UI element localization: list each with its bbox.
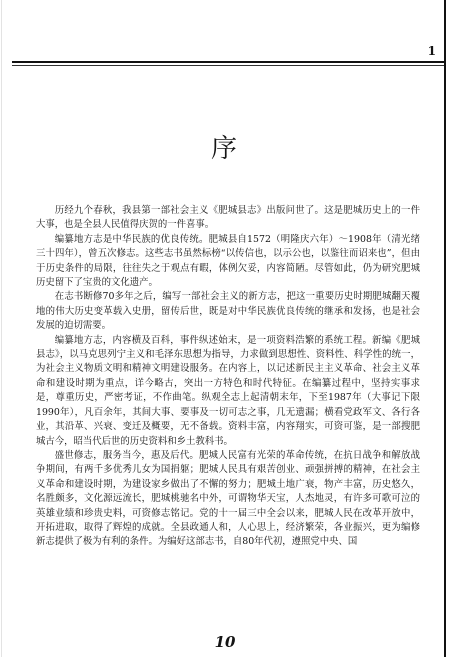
handwritten-folio: 10 (214, 633, 236, 651)
scan-gutter-line (444, 0, 446, 657)
header-rule-thin (12, 65, 444, 66)
paragraph: 历经九个春秋，我县第一部社会主义《肥城县志》出版问世了。这是肥城历史上的一件大事，也是全县人民值得庆贺的一件喜事。 (36, 205, 420, 231)
preface-body (36, 204, 420, 550)
paragraph: 盛世修志，服务当今，惠及后代。肥城人民富有光荣的革命传统，在抗日战争和解放战争期间，有两千多优秀儿女为国捐躯；肥城人民具有艰苦创业、顽强拼搏的精神，在社会主义革命和建设时期，为建设家乡做出了不懈的努力；肥城土地广衰，物产丰富，历史悠久，名胜颇多，文化源远流长，肥城桃驰名中外，可谓物华天宝，人杰地灵，有许多可歌可泣的英雄业绩和珍贵史料，可资修志铭记。党的十一届三中全会以来，肥城人民在改革开放中，开拓进取，取得了辉煌的成就。全县政通人和，人心思上，经济繁荣，各业振兴，更为编修新志提供了极为有利的条件。为编好这部志书，自80年代初，遵照党中央、国 (36, 449, 420, 548)
page-number: 1 (427, 44, 436, 58)
header-rule (12, 61, 444, 63)
paragraph: 编纂地方志，内容横及百科，事件纵述始末，是一项资料浩繁的系统工程。新编《肥城县志》，以马克思列宁主义和毛泽东思想为指导，力求做到思想性、资料性、科学性的统一，为社会主义物质文明和精神文明建设服务。在内容上，以记述新民主主义革命、社会主义革命和建设时期为重点，详今略古，突出一方特色和时代特征。在编纂过程中，坚持实事求是，尊重历史，严密考证，不作曲笔。纵观全志上起清朝末年，下至1987年（大事记下限1990年），凡百余年，其间大事、要事及一切可志之事，几无遗漏；横看党政军文、各行各业，其沿革、兴衰、变迁及概要，无不备载。资料丰富，内容翔实，可资可鉴，是一部搜肥城古今，昭当代后世的历史资料和乡土教科书。 (36, 334, 420, 447)
page-edge-shadow (1, 0, 2, 657)
preface-title: 序 (210, 134, 239, 164)
paragraph: 在志书断修70多年之后，编写一部社会主义的新方志，把这一重要历史时期肥城翻天覆地的伟大历史变革载入史册，留传后世，既是对中华民族优良传统的继承和发扬，也是社会发展的迫切需要。 (36, 291, 420, 332)
paragraph: 编纂地方志是中华民族的优良传统。肥城县自1572（明隆庆六年）～1908年（清光绪三十四年），曾五次修志。这些志书虽然标榜“以传信也，以示公也，以鉴往而诏来也”，但由于历史条件的局限，往往失之于观点有暇，体例欠妥，内容简陋。尽管如此，仍为研究肥城历史留下了宝贵的文化遗产。 (36, 233, 420, 289)
